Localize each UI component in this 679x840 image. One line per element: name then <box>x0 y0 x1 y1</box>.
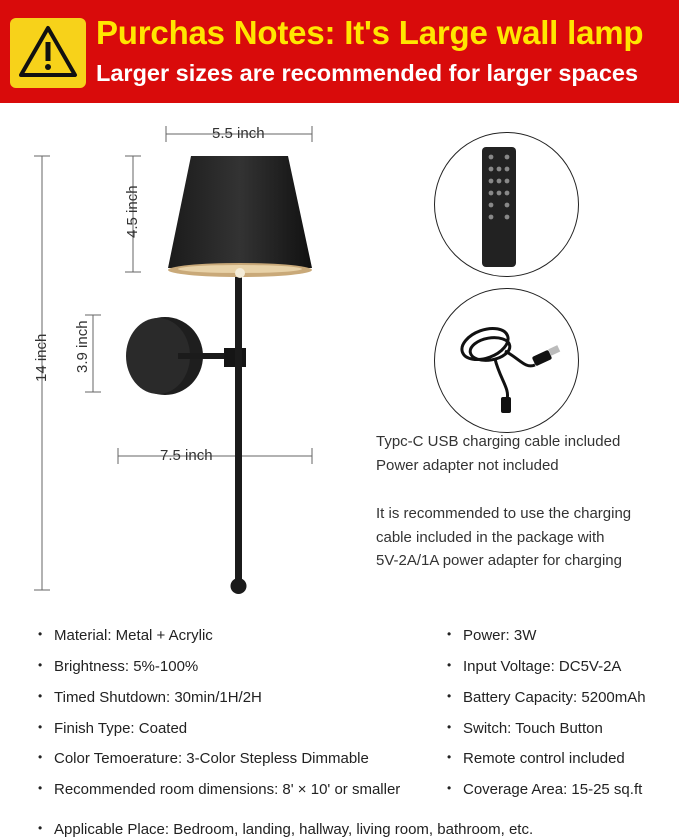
charging-cable-image <box>434 288 579 433</box>
warning-icon <box>10 18 86 88</box>
spec-material: • Material: Metal + Acrylic <box>54 627 213 644</box>
depth-label: 7.5 inch <box>160 447 213 464</box>
spec-remote-control: • Remote control included <box>463 750 625 767</box>
spec-timed-shutdown: • Timed Shutdown: 30min/1H/2H <box>54 689 262 706</box>
remote-control-image <box>434 132 579 277</box>
banner-title: Purchas Notes: It's Large wall lamp <box>96 14 644 51</box>
warning-banner <box>0 0 679 103</box>
banner-subtitle: Larger sizes are recommended for larger spaces <box>96 60 639 86</box>
spec-battery-capacity: • Battery Capacity: 5200mAh <box>463 689 646 706</box>
spec-room-dimensions: • Recommended room dimensions: 8' × 10' or smaller <box>54 781 400 798</box>
shade-width-label: 5.5 inch <box>212 125 265 142</box>
shade-height-label: 4.5 inch <box>124 185 141 238</box>
adapter-not-included-note: Power adapter not included <box>376 457 559 474</box>
base-height-label: 3.9 inch <box>74 320 91 373</box>
spec-applicable-place: • Applicable Place: Bedroom, landing, hallway, living room, bathroom, etc. <box>54 821 533 838</box>
spec-finish-type: • Finish Type: Coated <box>54 720 187 737</box>
spec-switch: • Switch: Touch Button <box>463 720 603 737</box>
spec-input-voltage: • Input Voltage: DC5V-2A <box>463 658 621 675</box>
lamp-pole <box>235 275 242 585</box>
spec-brightness: • Brightness: 5%-100% <box>54 658 198 675</box>
charging-advice-line-3: 5V-2A/1A power adapter for charging <box>376 552 622 569</box>
spec-power: • Power: 3W <box>463 627 536 644</box>
charging-advice-line-2: cable included in the package with <box>376 529 605 546</box>
spec-coverage-area: • Coverage Area: 15-25 sq.ft <box>463 781 642 798</box>
charging-advice-line-1: It is recommended to use the charging <box>376 505 632 522</box>
total-height-label: 14 inch <box>33 333 50 382</box>
lamp-shade <box>168 156 312 268</box>
spec-color-temperature: • Color Temoerature: 3-Color Stepless Dimmable <box>54 750 369 767</box>
cable-included-note: Typc-C USB charging cable included <box>376 433 621 450</box>
